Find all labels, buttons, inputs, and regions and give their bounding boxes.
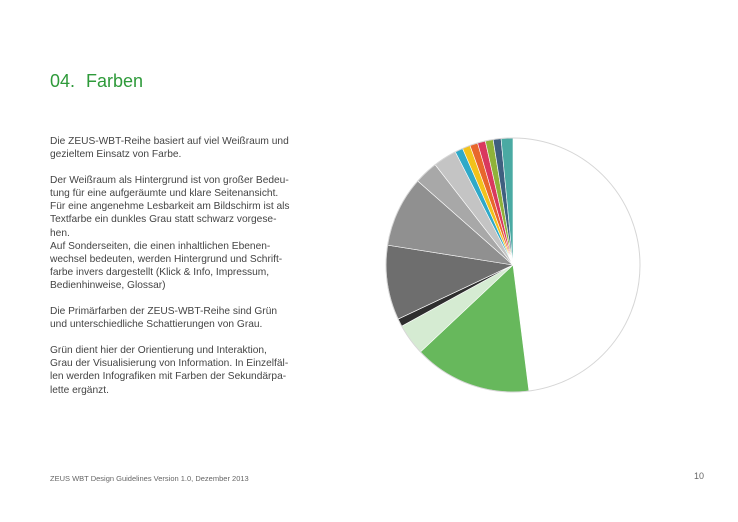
paragraph: Grün dient hier der Orientierung und Interaktion, Grau der Visualisierung von Information. In Einzelfäl- len werden Infografiken mit Farben der Sekundärpa- lette ergänzt. (50, 345, 289, 396)
paragraph: Die Primärfarben der ZEUS-WBT-Reihe sind Grün und unterschiedliche Schattierungen von Grau. (50, 306, 278, 331)
section-number: 04. (50, 71, 76, 91)
section-heading (50, 71, 143, 92)
footer-text: ZEUS WBT Design Guidelines Version 1.0, Dezember 2013 (50, 474, 249, 483)
section-title: Farben (86, 71, 144, 91)
body-text (50, 135, 305, 410)
paragraph: Die ZEUS-WBT-Reihe basiert auf viel Weißraum und gezieltem Einsatz von Farbe. (50, 136, 289, 161)
pie-slice-1 (513, 138, 640, 391)
page-number: 10 (693, 471, 704, 481)
color-pie-chart (378, 130, 648, 400)
paragraph: Der Weißraum als Hintergrund ist von großer Bedeu- tung für eine aufgeräumte und klare Seitenansicht. Für eine angenehme Lesbarkeit am Bildschirm ist als Textfarbe ein dunkles Grau statt schwarz vorgese- hen. Auf Sonderseiten, die einen inhaltlichen Ebenen- wechsel bedeuten, werden Hintergrund und Schrift- farbe invers dargestellt (Klick & Info, Impressum, Bedienhinweise, Glossar) (50, 175, 290, 291)
